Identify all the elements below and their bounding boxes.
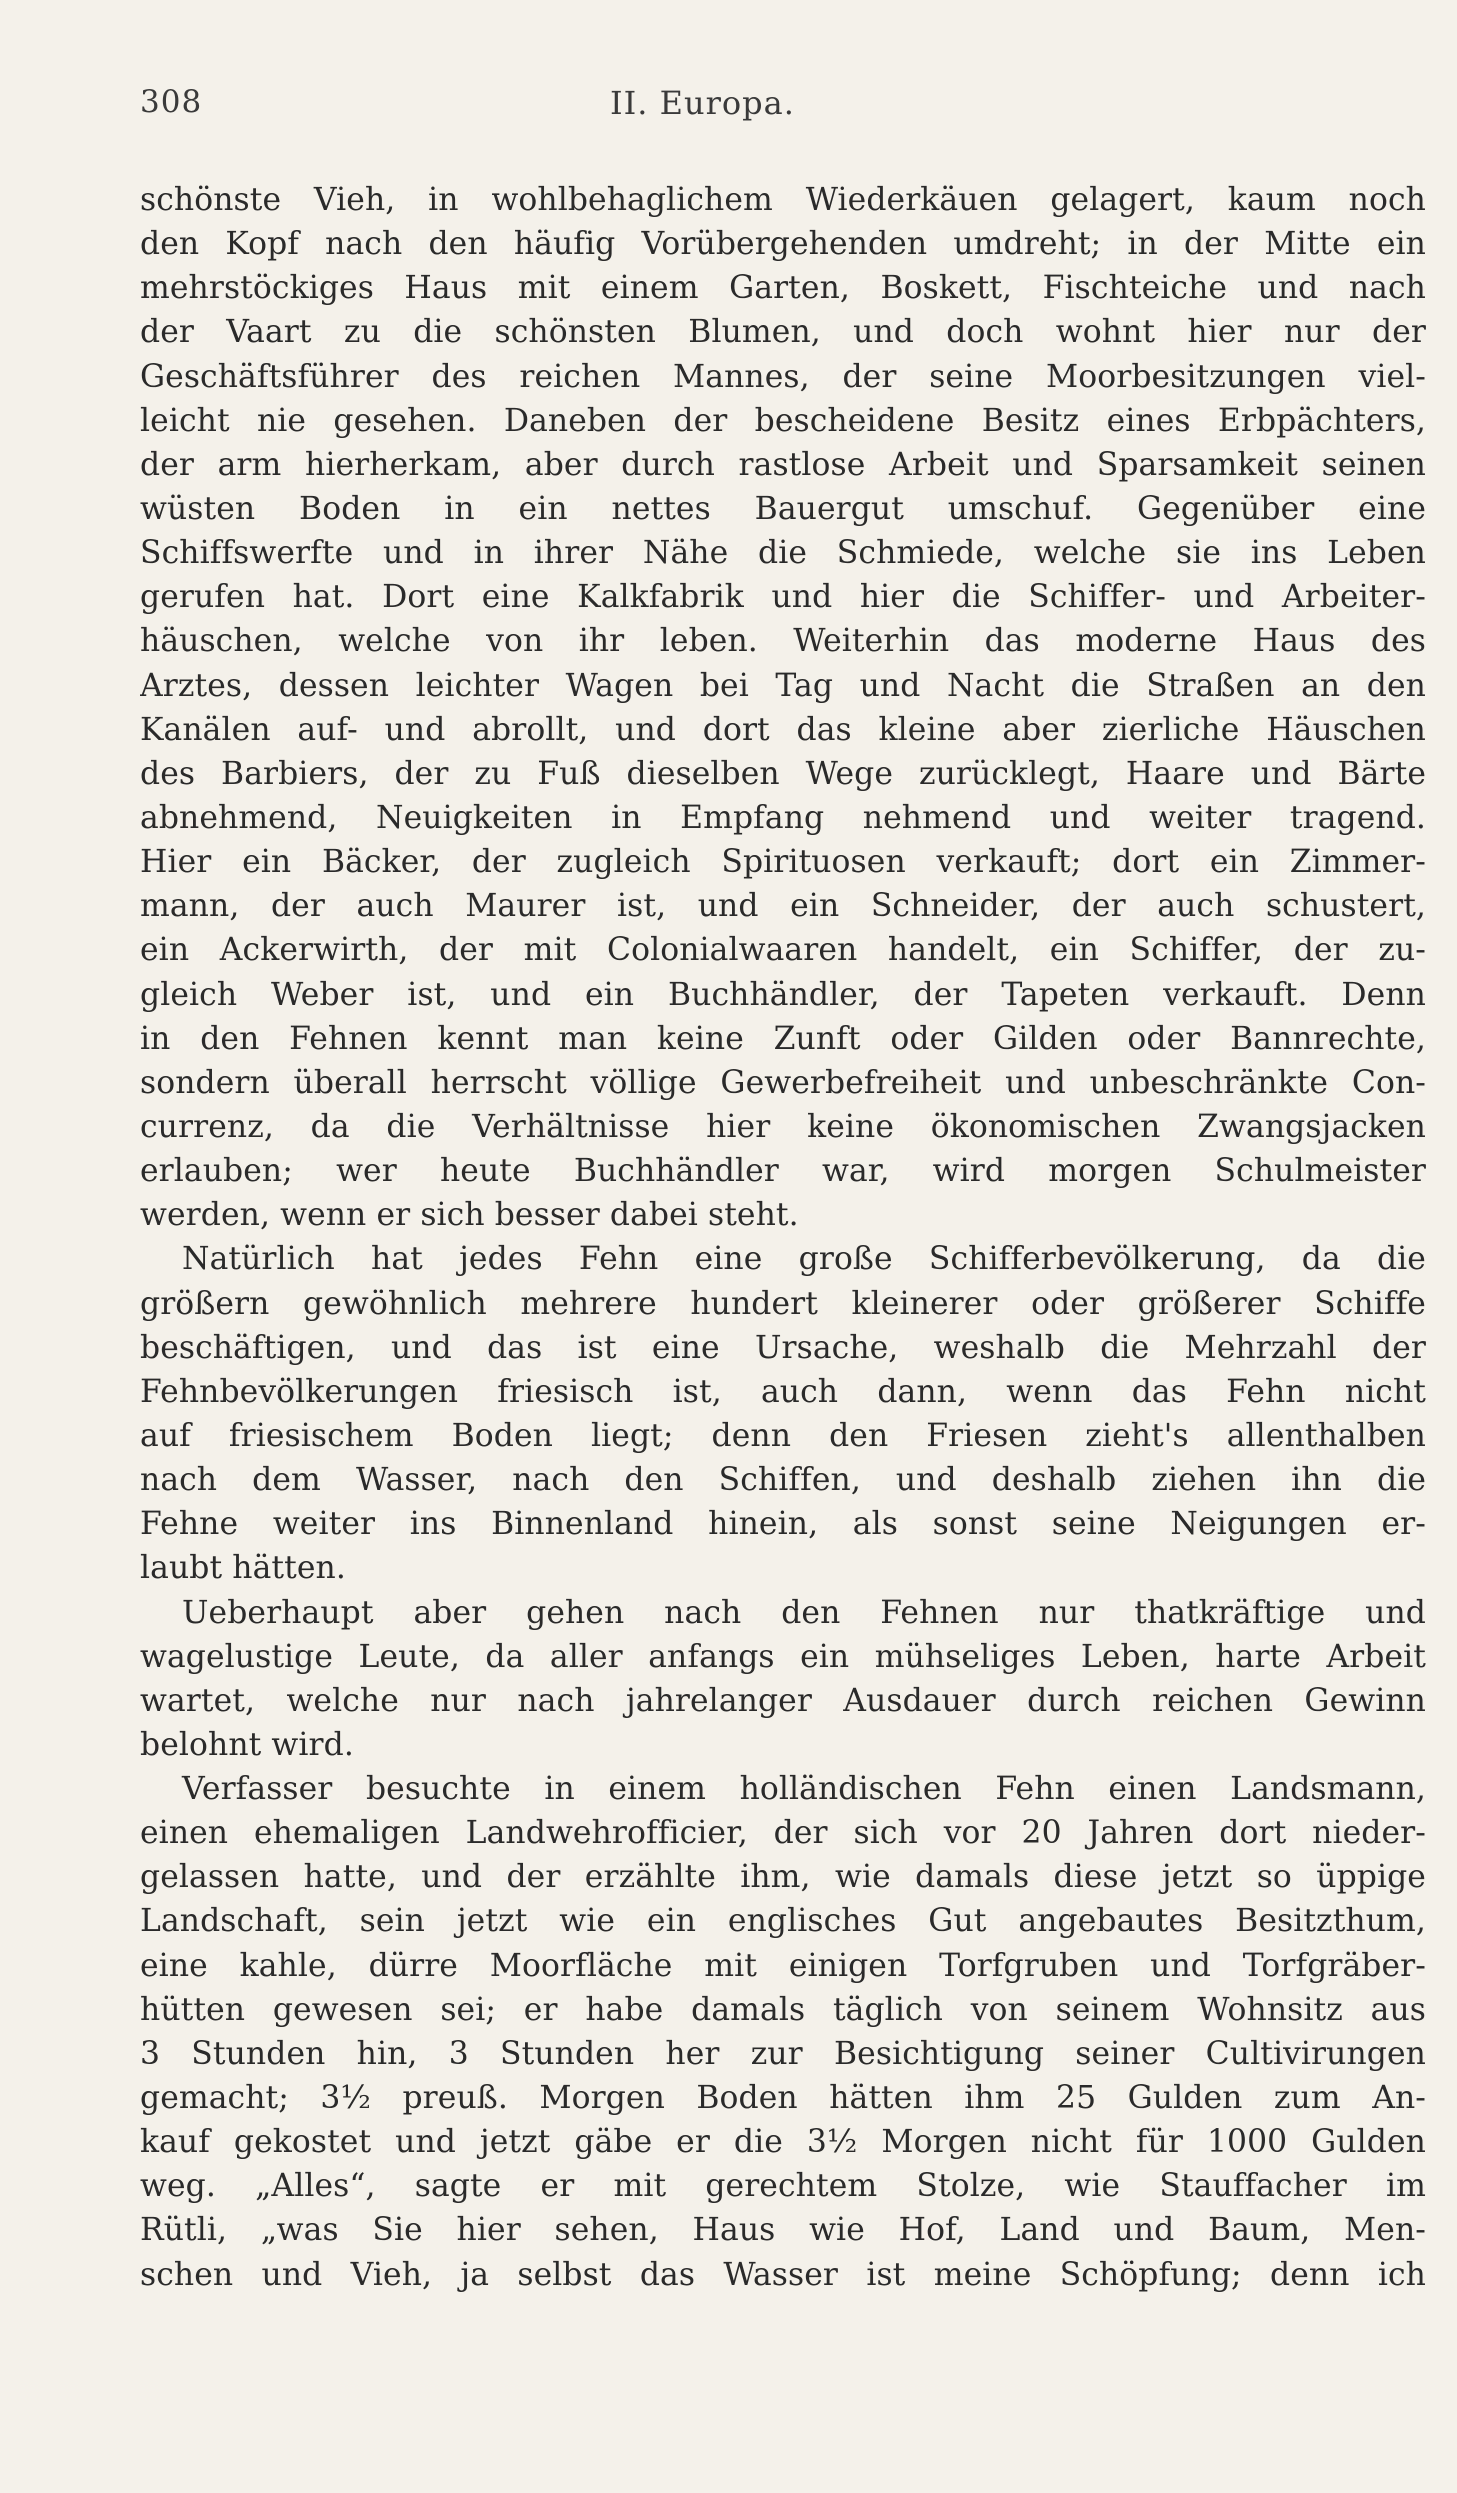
text-line: mann, der auch Maurer ist, und ein Schneider, der auch schustert, — [140, 888, 1426, 925]
text-line: in den Fehnen kennt man keine Zunft oder Gilden oder Bannrechte, — [140, 1020, 1426, 1057]
body-text — [140, 178, 1426, 2297]
text-line: Natürlich hat jedes Fehn eine große Schifferbevölkerung, da die — [182, 1241, 1426, 1278]
text-line: schönste Vieh, in wohlbehaglichem Wiederkäuen gelagert, kaum noch — [140, 182, 1426, 218]
text-line: nach dem Wasser, nach den Schiffen, und deshalb ziehen ihn die — [140, 1462, 1426, 1499]
text-line: Verfasser besuchte in einem holländischen Fehn einen Landsmann, — [182, 1771, 1426, 1808]
text-line: Geschäftsführer des reichen Mannes, der seine Moorbesitzungen viel- — [140, 358, 1426, 395]
text-line: mehrstöckiges Haus mit einem Garten, Boskett, Fischteiche und nach — [140, 270, 1426, 307]
text-line: Fehne weiter ins Binnenland hinein, als sonst seine Neigungen er- — [140, 1506, 1426, 1543]
text-line: den Kopf nach den häufig Vorübergehenden umdreht; in der Mitte ein — [140, 226, 1426, 263]
running-head — [140, 84, 1440, 134]
text-line: abnehmend, Neuigkeiten in Empfang nehmend und weiter tragend. — [140, 799, 1426, 836]
text-line: Kanälen auf- und abrollt, und dort das kleine aber zierliche Häuschen — [140, 711, 1426, 748]
text-line: Landschaft, sein jetzt wie ein englisches Gut angebautes Besitzthum, — [140, 1903, 1426, 1940]
text-line: wagelustige Leute, da aller anfangs ein mühseliges Leben, harte Arbeit — [140, 1638, 1426, 1675]
text-line: schen und Vieh, ja selbst das Wasser ist meine Schöpfung; denn ich — [140, 2256, 1426, 2293]
text-line: gelassen hatte, und der erzählte ihm, wie damals diese jetzt so üppige — [140, 1859, 1426, 1896]
text-line: Arztes, dessen leichter Wagen bei Tag und Nacht die Straßen an den — [140, 667, 1426, 704]
text-line: 3 Stunden hin, 3 Stunden her zur Besichtigung seiner Cultivirungen — [140, 2035, 1426, 2072]
text-line: häuschen, welche von ihr leben. Weiterhin das moderne Haus des — [140, 623, 1426, 660]
text-line: erlauben; wer heute Buchhändler war, wird morgen Schulmeister — [140, 1153, 1426, 1190]
text-line: auf friesischem Boden liegt; denn den Friesen zieht's allenthalben — [140, 1417, 1426, 1454]
text-line: des Barbiers, der zu Fuß dieselben Wege zurücklegt, Haare und Bärte — [140, 755, 1426, 792]
text-line: gemacht; 3½ preuß. Morgen Boden hätten ihm 25 Gulden zum An- — [140, 2080, 1426, 2117]
text-line: belohnt wird. — [140, 1726, 354, 1763]
text-line: Rütli, „was Sie hier sehen, Haus wie Hof, Land und Baum, Men- — [140, 2212, 1426, 2249]
text-line: der Vaart zu die schönsten Blumen, und doch wohnt hier nur der — [140, 314, 1426, 351]
text-line: Ueberhaupt aber gehen nach den Fehnen nur thatkräftige und — [182, 1594, 1426, 1631]
page-number: 308 — [140, 84, 203, 120]
text-line: kauf gekostet und jetzt gäbe er die 3½ Morgen nicht für 1000 Gulden — [140, 2124, 1426, 2161]
text-line: wüsten Boden in ein nettes Bauergut umschuf. Gegenüber eine — [140, 490, 1426, 527]
running-title: II. Europa. — [610, 84, 795, 122]
text-line: laubt hätten. — [140, 1550, 346, 1587]
text-line: gleich Weber ist, und ein Buchhändler, der Tapeten verkauft. Denn — [140, 976, 1426, 1013]
text-line: weg. „Alles“, sagte er mit gerechtem Stolze, wie Stauffacher im — [140, 2168, 1426, 2205]
text-line: sondern überall herrscht völlige Gewerbefreiheit und unbeschränkte Con- — [140, 1064, 1426, 1101]
text-line: eine kahle, dürre Moorfläche mit einigen Torfgruben und Torfgräber- — [140, 1947, 1426, 1984]
text-line: werden, wenn er sich besser dabei steht. — [140, 1197, 799, 1234]
text-line: hütten gewesen sei; er habe damals täglich von seinem Wohnsitz aus — [140, 1991, 1426, 2028]
text-line: größern gewöhnlich mehrere hundert kleinerer oder größerer Schiffe — [140, 1285, 1426, 1322]
text-line: beschäftigen, und das ist eine Ursache, weshalb die Mehrzahl der — [140, 1329, 1426, 1366]
text-line: der arm hierherkam, aber durch rastlose Arbeit und Sparsamkeit seinen — [140, 446, 1426, 483]
text-line: currenz, da die Verhältnisse hier keine ökonomischen Zwangsjacken — [140, 1108, 1426, 1145]
text-line: Fehnbevölkerungen friesisch ist, auch dann, wenn das Fehn nicht — [140, 1373, 1426, 1410]
text-line: einen ehemaligen Landwehrofficier, der sich vor 20 Jahren dort nieder- — [140, 1815, 1426, 1852]
text-line: wartet, welche nur nach jahrelanger Ausdauer durch reichen Gewinn — [140, 1682, 1426, 1719]
text-line: ein Ackerwirth, der mit Colonialwaaren handelt, ein Schiffer, der zu- — [140, 932, 1426, 969]
text-line: Hier ein Bäcker, der zugleich Spirituosen verkauft; dort ein Zimmer- — [140, 844, 1426, 881]
text-line: gerufen hat. Dort eine Kalkfabrik und hier die Schiffer- und Arbeiter- — [140, 579, 1426, 616]
text-line: Schiffswerfte und in ihrer Nähe die Schmiede, welche sie ins Leben — [140, 535, 1426, 572]
text-line: leicht nie gesehen. Daneben der bescheidene Besitz eines Erbpächters, — [140, 402, 1426, 439]
